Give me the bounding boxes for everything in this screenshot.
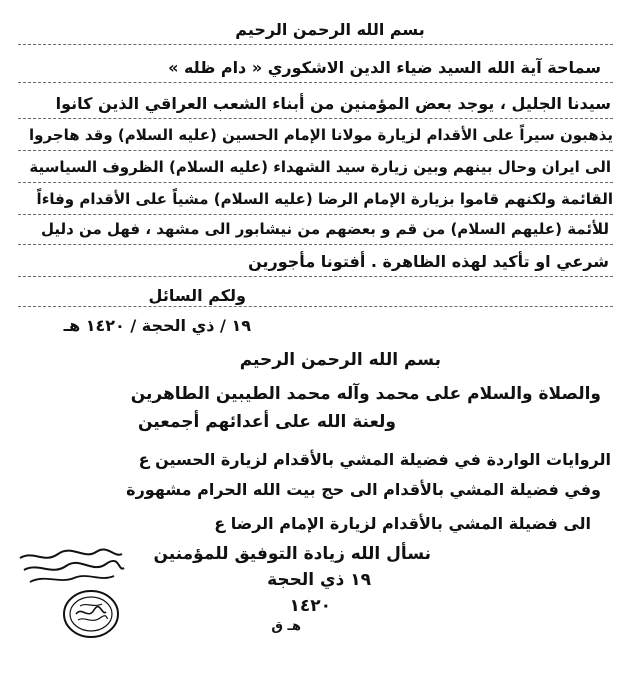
answer-line-6: نسأل الله زيادة التوفيق للمؤمنين	[153, 544, 431, 564]
rule-line	[18, 82, 613, 83]
answer-date-year: ١٤٢٠	[289, 596, 331, 616]
answer-line-4: وفي فضيلة المشي بالأقدام الى حج بيت الله الحرام مشهورة	[126, 480, 601, 499]
answer-line-3: الروايات الواردة في فضيلة المشي بالأقدام لزيارة الحسين ع	[138, 450, 611, 469]
rule-line	[18, 244, 613, 245]
answer-line-1: والصلاة والسلام على محمد وآله محمد الطيبين الطاهرين	[130, 384, 601, 404]
answer-line-2: ولعنة الله على أعدائهم أجمعين	[137, 412, 396, 432]
handwritten-signature	[14, 546, 126, 586]
question-date: ١٩ / ذي الحجة / ١٤٢٠ هـ	[63, 316, 251, 335]
question-line-4: الى ايران وحال بينهم وبين زيارة سيد الشهداء (عليه السلام) الظروف السياسية	[29, 158, 611, 176]
question-closing: ولكم السائل	[148, 286, 246, 305]
rule-line	[18, 276, 613, 277]
question-line-3: يذهبون سيراً على الأقدام لزيارة مولانا الإمام الحسين (عليه السلام) وقد هاجروا	[28, 126, 613, 144]
question-basmala: بسم الله الرحمن الرحيم	[235, 20, 425, 39]
question-line-5: القائمة ولكنهم قاموا بزيارة الإمام الرضا (عليه السلام) مشياً على الأقدام وفاءاً	[36, 190, 613, 208]
official-seal-icon	[62, 588, 120, 640]
question-line-6: للأئمة (عليهم السلام) من قم و بعضهم من نيشابور الى مشهد ، فهل من دليل	[40, 220, 609, 238]
rule-line	[18, 306, 613, 307]
question-line-2: سيدنا الجليل ، يوجد بعض المؤمنين من أبناء الشعب العراقي الذين كانوا	[55, 94, 611, 113]
rule-line	[18, 44, 613, 45]
rule-line	[18, 118, 613, 119]
answer-date-suffix: هـ ق	[271, 619, 301, 634]
rule-line	[18, 182, 613, 183]
rule-line	[18, 214, 613, 215]
question-line-1: سماحة آية الله السيد ضياء الدين الاشكوري « دام ظله »	[168, 58, 601, 77]
answer-date-day-month: ١٩ ذي الحجة	[267, 570, 371, 590]
question-line-7: شرعي او تأكيد لهذه الظاهرة . أفتونا مأجورين	[248, 252, 609, 271]
rule-line	[18, 150, 613, 151]
answer-line-5: الى فضيلة المشي بالأقدام لزيارة الإمام الرضا ع	[214, 514, 591, 533]
answer-basmala: بسم الله الرحمن الرحيم	[239, 350, 441, 370]
